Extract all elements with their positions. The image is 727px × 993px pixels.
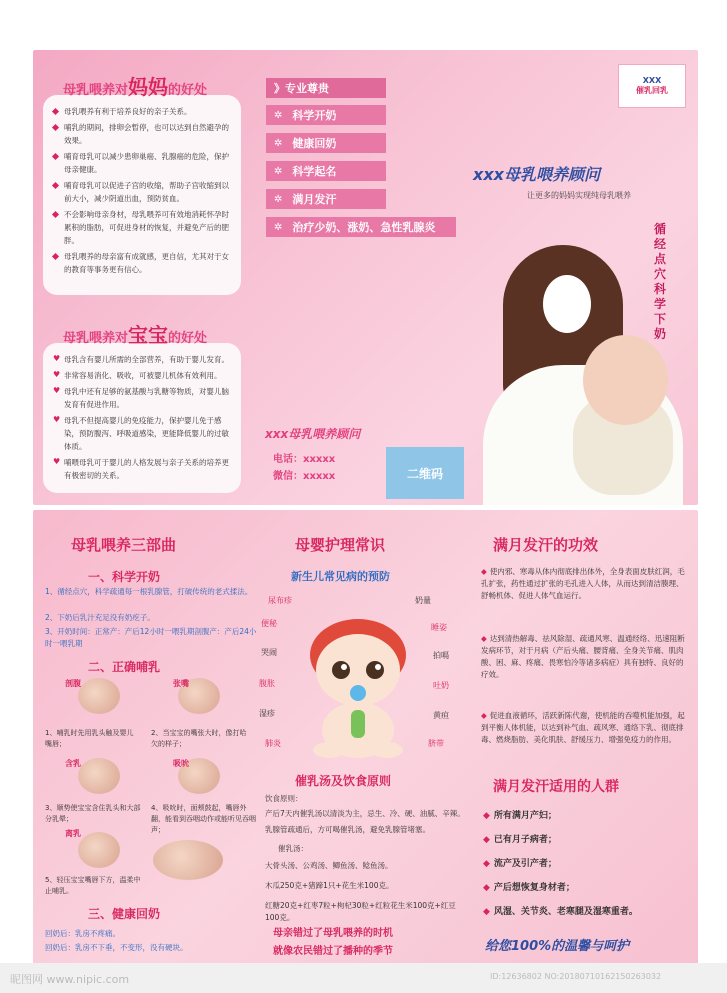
label-constipation: 便秘: [261, 619, 277, 628]
stop-milk-line-1: 回奶后：乳房不疼痛。: [45, 929, 120, 938]
label-pneumonia: 肺炎: [265, 739, 281, 748]
photo-label-3: 含乳: [65, 759, 81, 768]
qr-code-placeholder: 二维码: [386, 447, 464, 499]
feeding-caption-5: 5、轻压宝宝嘴唇下方，温柔中止哺乳。: [45, 876, 141, 895]
open-milk-step-1: 1、循经点穴，科学疏通每一根乳腺管，打破传统的老式揉法。: [45, 587, 253, 596]
right-title: 满月发汗的功效: [493, 536, 599, 554]
diet-line-2: 乳腺管疏通后，方可喝催乳汤，避免乳腺管堵塞。: [265, 825, 430, 834]
baby-head-shape: [583, 335, 668, 425]
photo-label-2: 张嘴: [173, 679, 189, 688]
mom-benefit-list: [53, 105, 233, 279]
crowd-item-text: 已有月子病者；: [493, 835, 557, 845]
menu-item-2: [266, 133, 386, 153]
baby-title-post: 的好处: [168, 331, 208, 346]
baby-benefits-card: [43, 323, 241, 493]
watermark-left: 昵图网 www.nipic.com: [10, 973, 130, 986]
diet-title: 催乳汤及饮食原则: [295, 774, 392, 788]
benefit-item: 哺乳的期间，排卵会暂停，也可以达到自然避孕的效果。: [53, 121, 233, 147]
baby-card-title: [63, 319, 207, 348]
menu-item-4: [266, 189, 386, 209]
sweat-benefit-1: [481, 566, 686, 602]
watermark-bar: [0, 963, 727, 993]
care-slogan: 给您100%的温馨与呵护: [485, 939, 630, 954]
menu-item-label: 科学起名: [292, 165, 337, 178]
feeding-caption-1: 1、哺乳时先用乳头触及婴儿嘴唇；: [45, 729, 134, 748]
bullet-icon: ◆: [483, 907, 490, 917]
feeding-caption-4: 4、吸吮时，面颊鼓起，嘴唇外翻，能看到吞咽动作或能听见吞咽声；: [151, 804, 256, 834]
wechat-label: 微信：: [273, 471, 303, 482]
label-crying: 哭闹: [261, 648, 277, 657]
mom-title-post: 的好处: [168, 83, 208, 98]
benefit-item: ♥ 母乳含有婴儿所需的全部营养，有助于婴儿发育。: [53, 353, 233, 366]
menu-item-5: [266, 217, 456, 237]
label-sleep-posture: 睡姿: [431, 623, 447, 632]
contact-name: xxx母乳喂养顾问: [265, 427, 361, 441]
open-milk-step-2: 2、下奶后乳汁充足没有奶疙子。: [45, 613, 155, 622]
breastfeed-photo-6: [153, 840, 223, 880]
mom-benefits-card: [43, 75, 241, 295]
menu-item-label: 治疗少奶、涨奶、急性乳腺炎: [292, 221, 436, 234]
eye-glint: [375, 664, 381, 670]
label-burping: 拍嗝: [433, 651, 449, 660]
soup-line-3: 红糖20克+红枣7粒+枸杞30粒+红粒花生米100克+红豆100克。: [265, 901, 456, 922]
sweat-benefit-text: 促进血液循环，活跃新陈代谢，使机能的吞噬机能加强，起到平衡人体机能，以达到补气血、疏风寒、通络下乳、彻底排毒、燃烧脂肪、美化肌肤、舒缓压力、增强免疫力的作用。: [481, 711, 685, 744]
label-eczema: 湿疹: [259, 709, 275, 718]
middle-subtitle: 新生儿常见病的预防: [291, 570, 390, 583]
bullet-icon: ◆: [483, 811, 490, 821]
crowd-item-text: 流产及引产者；: [493, 859, 557, 869]
brand-logo: [618, 64, 686, 108]
sweat-benefit-2: [481, 633, 686, 681]
hero-subtitle: 让更多的妈妈实现纯母乳喂养: [527, 191, 631, 200]
menu-item-1: [266, 105, 386, 125]
baby-eye-left: [332, 661, 350, 679]
feeding-caption-2: 2、当宝宝的嘴张大时，像打哈欠的样子；: [151, 729, 247, 748]
menu-item-label: 满月发汗: [292, 193, 337, 206]
face-mask: [543, 275, 591, 333]
benefit-item: 母乳喂养的母亲富有成就感，更自信，尤其对于女的教育等事务更有信心。: [53, 250, 233, 276]
crowd-title: 满月发汗适用的人群: [493, 779, 619, 795]
baby-benefit-list: [53, 353, 233, 485]
logo-mark: XXX: [642, 76, 662, 85]
menu-header-label: 》专业尊贵: [274, 82, 329, 95]
soup-label: 催乳汤：: [278, 844, 308, 853]
benefit-item: 哺育母乳可以促进子宫的收缩，帮助子宫收缩到以前大小，减少阴道出血，预防贫血。: [53, 179, 233, 205]
phone-value: xxxxx: [303, 454, 336, 465]
label-diaper-rash: 尿布疹: [268, 596, 292, 605]
flower-icon: ✲: [274, 193, 283, 205]
bullet-icon: ◆: [483, 859, 490, 869]
label-umbilical: 脐带: [428, 739, 444, 748]
sweat-benefit-text: 使内邪、寒毒从体内彻底排出体外，全身表面皮肤红润，毛孔扩张，药性通过扩张的毛孔进入人体，从而达到清洁腠理、舒畅机体、促进人体气血运行。: [481, 567, 685, 600]
mom-title-pre: 母乳喂养对: [63, 83, 129, 98]
baby-foot: [313, 742, 345, 758]
crowd-item-3: [483, 856, 557, 869]
phone-label: 电话：: [273, 454, 303, 465]
crowd-item-4: [483, 880, 575, 893]
flower-icon: ✲: [274, 165, 283, 177]
stop-milk-line-2: 回奶后：乳房不下垂，不变形，没有硬块。: [45, 943, 188, 952]
feeding-caption-3: 3、顺势使宝宝含住乳头和大部分乳晕；: [45, 804, 141, 823]
diet-line-1: 产后7天内催乳汤以清淡为主，忌生、冷、硬、油腻、辛辣。: [265, 809, 465, 818]
bullet-icon: ◆: [483, 835, 490, 845]
slogan-line-2: 就像农民错过了播种的季节: [273, 946, 393, 957]
sweat-benefit-text: 达到清热解毒、祛风除湿、疏通风寒、温通经络、迅速阻断发病环节，对于月病（产后头痛、腰背痛、全身关节痛、肌肉酸、困、麻、疼痛、畏寒怕冷等诸多病症）具有独特、良好的疗效。: [481, 634, 685, 679]
crowd-item-5: [483, 904, 638, 917]
benefit-item: 母乳喂养有利于培养良好的亲子关系。: [53, 105, 233, 118]
eye-glint: [341, 664, 347, 670]
baby-eye-right: [366, 661, 384, 679]
hero-title: xxx母乳喂养顾问: [473, 165, 600, 184]
bottom-panel: [33, 510, 698, 965]
photo-label-5: 离乳: [65, 829, 81, 838]
mom-title-big: 妈妈: [128, 75, 169, 99]
section-open-milk: 一、科学开奶: [88, 570, 161, 584]
top-panel: [33, 50, 698, 505]
breastfeed-photo-1: [78, 678, 120, 714]
bullet-icon: ◆: [481, 711, 487, 720]
pacifier: [350, 685, 366, 701]
left-title: 母乳喂养三部曲: [71, 536, 177, 554]
crowd-item-text: 所有满月产妇；: [493, 811, 557, 821]
contact-wechat: [273, 467, 335, 482]
baby-title-pre: 母乳喂养对: [63, 331, 129, 346]
middle-title: 母婴护理常识: [295, 536, 386, 554]
baby-foot: [371, 742, 403, 758]
diet-principle-label: 饮食原则：: [265, 794, 303, 803]
benefit-item: 不会影响母亲身材，母乳喂养可有效地消耗怀孕时累积的脂肪，可促进身材的恢复，并避免产后的肥胖。: [53, 208, 233, 247]
photo-label-4: 吸吮: [173, 759, 189, 768]
menu-item-3: [266, 161, 386, 181]
benefit-item: 哺育母乳可以减少患卵巢癌、乳腺癌的危险，保护母亲健康。: [53, 150, 233, 176]
benefit-item: ♥ 母乳不但提高婴儿的免疫能力，保护婴儿免于感染，预防腹泻、呼吸道感染，更能降低婴儿的过敏体质。: [53, 414, 233, 453]
soup-line-1: 大骨头汤、公鸡汤、鲫鱼汤、鲶鱼汤。: [265, 861, 393, 870]
benefit-item: ♥ 哺喂母乳可于婴儿的人格发展与亲子关系的培养更有极密切的关系。: [53, 456, 233, 482]
photo-label-1: 剖腹: [65, 679, 81, 688]
breastfeed-photo-5: [78, 832, 120, 868]
vertical-slogan: 循经点穴科学下奶: [653, 222, 666, 341]
watermark-right: ID:12636802 NO:20180710162150263032: [490, 972, 662, 981]
contact-phone: [273, 450, 335, 465]
open-milk-step-3: 3、开奶时间：正常产：产后12小时一喂乳期剖腹产：产后24小时一喂乳期: [45, 627, 257, 648]
soup-line-2: 木瓜250克+猪蹄1只+花生米100克。: [265, 881, 394, 890]
mother-baby-photo: [483, 245, 683, 505]
baby-bottle: [351, 710, 365, 738]
baby-title-big: 宝宝: [128, 323, 169, 347]
slogan-line-1: 母亲错过了母乳喂养的时机: [273, 928, 393, 939]
menu-header: [266, 78, 386, 98]
benefit-item: ♥ 母乳中还有足够的氨基酸与乳糖等物质，对婴儿脑发育有促进作用。: [53, 385, 233, 411]
flower-icon: ✲: [274, 221, 283, 233]
menu-item-label: 健康回奶: [292, 137, 337, 150]
label-milk-amount: 奶量: [415, 596, 431, 605]
logo-text: 催乳回乳: [636, 86, 668, 95]
label-spit-up: 吐奶: [433, 681, 449, 690]
label-bloating: 腹胀: [259, 679, 275, 688]
cartoon-baby-illustration: [301, 615, 416, 760]
crowd-item-text: 产后想恢复身材者；: [493, 883, 575, 893]
flower-icon: ✲: [274, 109, 283, 121]
mom-card-title: [63, 71, 207, 100]
flower-icon: ✲: [274, 137, 283, 149]
crowd-item-text: 风湿、关节炎、老寒腿及湿寒重者。: [493, 907, 638, 917]
benefit-item: ♥ 非常容易消化、吸收，可被婴儿机体有效利用。: [53, 369, 233, 382]
section-stop-milk: 三、健康回奶: [88, 907, 161, 921]
sweat-benefit-3: [481, 710, 686, 746]
bullet-icon: ◆: [481, 634, 487, 643]
bullet-icon: ◆: [481, 567, 487, 576]
label-jaundice: 黄疸: [433, 711, 449, 720]
breastfeed-photo-3: [78, 758, 120, 794]
crowd-item-1: [483, 808, 557, 821]
menu-item-label: 科学开奶: [292, 109, 337, 122]
section-feeding: 二、正确哺乳: [88, 660, 161, 674]
bullet-icon: ◆: [483, 883, 490, 893]
wechat-value: xxxxx: [303, 471, 336, 482]
crowd-item-2: [483, 832, 557, 845]
